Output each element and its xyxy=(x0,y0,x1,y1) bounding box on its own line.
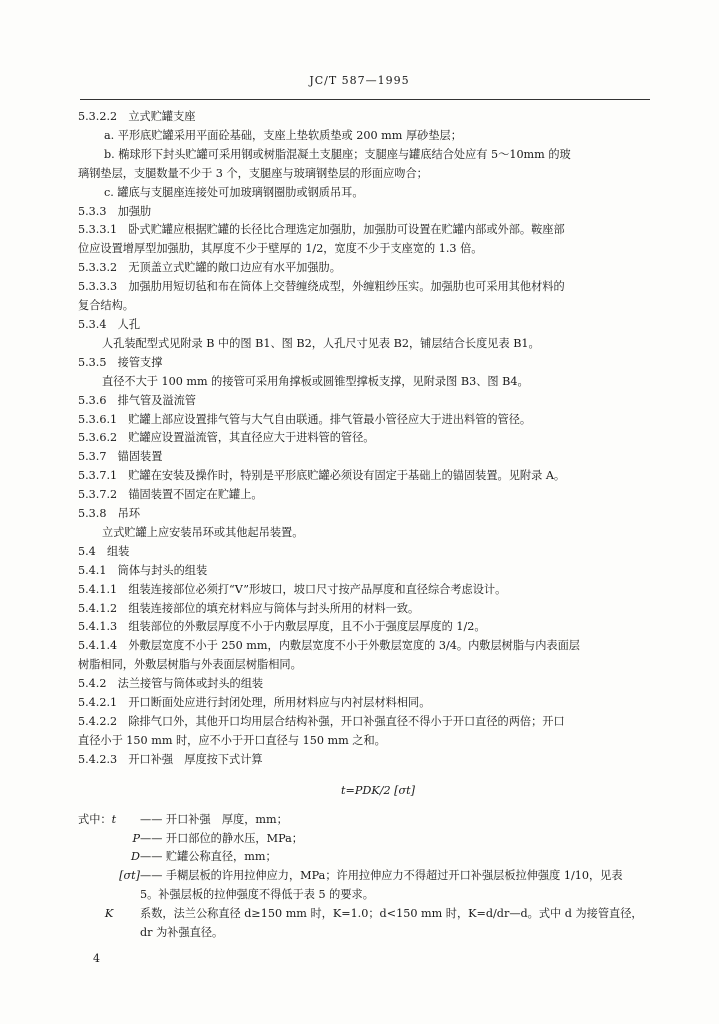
clause-text: 5.4.2.2 除排气口外，其他开口均用层合结构补强，开口补强直径不得小于开口直径的两倍；开口 xyxy=(78,715,565,728)
definition-prefix: 式中：t xyxy=(78,812,117,826)
clause-heading: 5.3.2.2 立式贮罐支座 xyxy=(78,110,196,123)
definition-sigma xyxy=(78,867,644,905)
definition-t xyxy=(78,811,644,830)
clause-text: 5.3.3.3 加强肋用短切毡和布在筒体上交替缠绕成型，外缠粗纱压实。加强肋也可采用其他材料的 xyxy=(78,280,565,294)
text-line: 直径小于 150 mm 时，应不小于开口直径与 150 mm 之和。 xyxy=(78,733,386,747)
clause-heading: 5.3.4 人孔 xyxy=(78,317,141,331)
text-line: 人孔装配型式见附录 B 中的图 B1、图 B2，人孔尺寸见表 B2，铺层结合长度见表 B1。 xyxy=(102,336,540,350)
page-number: 4 xyxy=(93,952,100,965)
definition-text: —— 手糊层板的许用拉伸应力，MPa；许用拉伸应力不得超过开口补强层板拉伸强度 1/10，见表 5。补强层板的拉伸强度不得低于表 5 的要求。 xyxy=(140,869,623,902)
section-heading: 5.4 组装 xyxy=(78,544,130,558)
text-line: 复合结构。 xyxy=(78,299,134,313)
clause-text: 5.3.7.1 贮罐在安装及操作时，特别是平形底贮罐必须设有固定于基础上的锚固装置。见附录 A。 xyxy=(78,469,566,483)
clause-text: 5.3.3.1 卧式贮罐应根据贮罐的长径比合理选定加强肋，加强肋可设置在贮罐内部或外部。鞍座部 xyxy=(78,223,565,237)
clause-text: 5.4.2.3 开口补强 厚度按下式计算 xyxy=(78,752,263,766)
standard-header: JC/T 587—1995 xyxy=(309,74,410,87)
clause-text: 5.4.2.1 开口断面处应进行封闭处理，所用材料应与内衬层材料相同。 xyxy=(78,696,431,710)
text-line: 立式贮罐上应安装吊环或其他起吊装置。 xyxy=(102,525,304,539)
definition-text: —— 开口部位的静水压，MPa； xyxy=(140,831,303,845)
clause-text: 5.3.6.2 贮罐应设置溢流管，其直径应大于进料管的管径。 xyxy=(78,431,375,445)
clause-text: 5.4.1.3 组装部位的外敷层厚度不小于内敷层厚度，且不小于强度层厚度的 1/2。 xyxy=(78,620,486,634)
clause-text: 5.3.7.2 锚固装置不固定在贮罐上。 xyxy=(78,488,263,502)
formula: t=PDK/2 [σt] xyxy=(340,783,416,797)
clause-heading: 5.3.6 排气管及溢流管 xyxy=(78,393,196,407)
symbol-d: D xyxy=(131,850,140,864)
definition-p xyxy=(78,830,644,849)
text-line: 树脂相同，外敷层树脂与外表面层树脂相同。 xyxy=(78,658,302,672)
definition-text: —— 开口补强 厚度，mm； xyxy=(140,812,288,826)
clause-heading: 5.3.3 加强肋 xyxy=(78,204,152,218)
clause-heading: 5.4.2 法兰接管与筒体或封头的组装 xyxy=(78,677,264,691)
list-item: c. 罐底与支腿座连接处可加玻璃钢圈肋或钢质吊耳。 xyxy=(104,185,364,199)
clause-text: 5.4.1.2 组装连接部位的填充材料应与筒体与封头所用的材料一致。 xyxy=(78,601,420,615)
list-item: b. 椭球形下封头贮罐可采用钢或树脂混凝土支腿座；支腿座与罐底结合处应有 5～10mm 的玻 xyxy=(104,147,571,161)
symbol-k: K xyxy=(104,907,114,921)
definition-text: 系数，法兰公称直径 d≥150 mm 时，K=1.0；d<150 mm 时，K=d/dr—d。式中 d 为接管直径，dr 为补强直径。 xyxy=(140,907,643,940)
definition-d xyxy=(78,848,644,867)
symbol-p: P xyxy=(132,831,140,845)
header-rule xyxy=(80,99,650,100)
clause-text: 5.3.3.2 无顶盖立式贮罐的敞口边应有水平加强肋。 xyxy=(78,261,341,275)
clause-heading: 5.4.1 筒体与封头的组装 xyxy=(78,563,208,577)
symbol-sigma: [σt] xyxy=(119,869,140,883)
text-line: 位应设置增厚型加强肋，其厚度不少于壁厚的 1/2，宽度不少于支座宽的 1.3 倍。 xyxy=(78,242,483,256)
clause-text: 5.4.1.1 组装连接部位必须打“V”形坡口，坡口尺寸按产品厚度和直径综合考虑设计。 xyxy=(78,582,507,596)
clause-heading: 5.3.8 吊环 xyxy=(78,507,141,521)
definition-k xyxy=(78,905,644,943)
clause-heading: 5.3.7 锚固装置 xyxy=(78,450,163,464)
formula-definitions xyxy=(78,811,644,943)
definition-text: —— 贮罐公称直径，mm； xyxy=(140,850,277,864)
text-line: 璃钢垫层，支腿数量不少于 3 个，支腿座与玻璃钢垫层的形面应吻合； xyxy=(78,166,428,180)
list-item: a. 平形底贮罐采用平面砼基础，支座上垫软质垫或 200 mm 厚砂垫层； xyxy=(104,128,462,142)
clause-text: 5.3.6.1 贮罐上部应设置排气管与大气自由联通。排气管最小管径应大于进出料管的管径。 xyxy=(78,412,532,426)
text-line: 直径不大于 100 mm 的接管可采用角撑板或圆锥型撑板支撑，见附录图 B3、图 B4。 xyxy=(102,374,529,388)
symbol-t: t xyxy=(111,812,117,826)
clause-text: 5.4.1.4 外敷层宽度不小于 250 mm，内敷层宽度不小于外敷层宽度的 3/4。内敷层树脂与内表面层 xyxy=(78,639,580,653)
body-text xyxy=(78,108,644,943)
clause-heading: 5.3.5 接管支撑 xyxy=(78,355,163,369)
